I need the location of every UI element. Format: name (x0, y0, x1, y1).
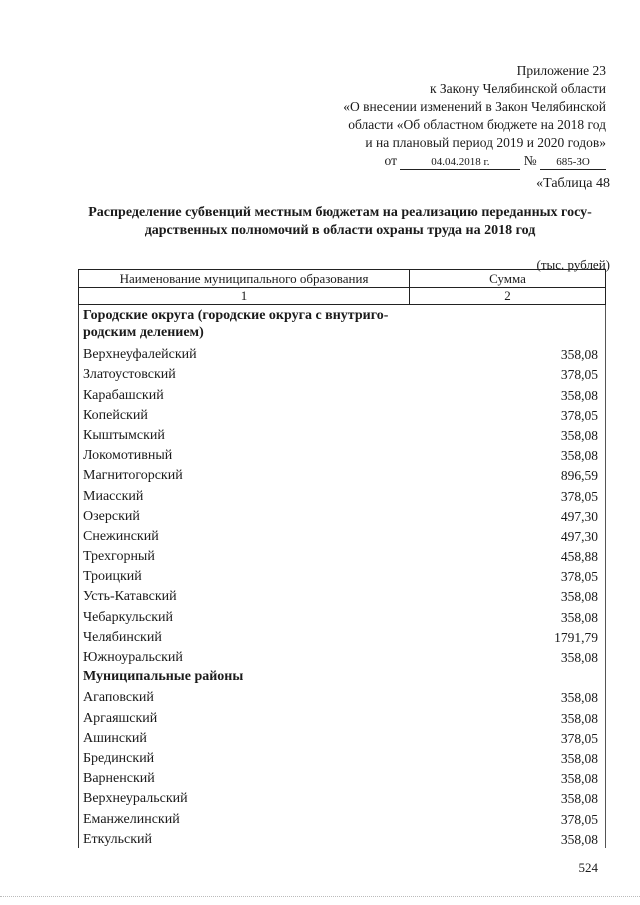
subvention-amount: 358,08 (560, 690, 598, 706)
municipality-name: Чебаркульский (83, 609, 174, 625)
table-row (79, 727, 606, 747)
table-row (79, 525, 606, 545)
municipality-name: Златоустовский (83, 367, 176, 383)
table-number: «Таблица 48 (536, 176, 610, 191)
law-reference-line: к Закону Челябинской области (429, 81, 606, 96)
subvention-amount: 378,05 (560, 569, 598, 585)
municipality-name: Еткульский (83, 831, 153, 847)
subvention-amount: 358,08 (560, 589, 598, 605)
table-row (79, 828, 606, 848)
subvention-amount: 358,08 (560, 771, 598, 787)
subvention-amount: 896,59 (560, 468, 598, 484)
table-row (79, 545, 606, 565)
subvention-amount: 358,08 (560, 650, 598, 665)
subvention-amount: 358,08 (560, 609, 598, 625)
table-row (79, 686, 606, 706)
municipality-name: Брединский (83, 750, 155, 766)
subvention-amount: 358,08 (560, 387, 598, 403)
page-bottom-edge (0, 896, 640, 897)
section-title: Городские округа (городские округа с внутриго-родским делением) (83, 308, 389, 340)
table-row (79, 605, 606, 625)
municipality-name: Ашинский (83, 730, 147, 746)
table-row (79, 807, 606, 827)
page-number: 524 (578, 860, 598, 875)
municipality-name: Троицкий (83, 569, 142, 585)
subvention-amount: 358,08 (560, 347, 598, 363)
table-row (79, 767, 606, 787)
subvention-amount: 358,08 (560, 791, 598, 807)
table-row (79, 626, 606, 646)
table-header-row (78, 269, 606, 288)
column-header-name: Наименование муниципального образования (79, 270, 410, 287)
table-row (79, 747, 606, 767)
municipality-name: Озерский (83, 508, 140, 524)
document-title: Распределение субвенций местным бюджетам на реализацию переданных госу-дарственных полномочий в области охраны труда на 2018 год (88, 205, 592, 238)
municipality-name: Усть-Катавский (83, 589, 177, 605)
table-body (78, 305, 606, 848)
column-number-1: 1 (79, 288, 410, 304)
municipality-name: Аргаяшский (83, 710, 158, 726)
subvention-amount: 378,05 (560, 811, 598, 827)
municipality-name: Миасский (83, 488, 144, 504)
subvention-amount: 358,08 (560, 448, 598, 464)
date-label: от (384, 153, 397, 168)
municipality-name: Трехгорный (83, 549, 155, 565)
table-row (79, 706, 606, 726)
municipality-name: Агаповский (83, 690, 154, 706)
table-row (79, 484, 606, 504)
table-row (79, 464, 606, 484)
subvention-amount: 358,08 (560, 427, 598, 443)
subvention-amount: 378,05 (560, 407, 598, 423)
municipality-name: Снежинский (83, 528, 159, 544)
table-row (79, 404, 606, 424)
table-row (79, 343, 606, 363)
table-row (79, 505, 606, 525)
column-header-sum: Сумма (489, 270, 526, 286)
subvention-amount: 378,05 (560, 367, 598, 383)
table-row (79, 444, 606, 464)
municipality-name: Кыштымский (83, 427, 165, 443)
municipality-name: Варненский (83, 771, 155, 787)
municipality-name: Копейский (83, 407, 148, 423)
subvention-amount: 358,08 (560, 710, 598, 726)
appendix-header (343, 62, 606, 170)
subvention-amount: 378,05 (560, 488, 598, 504)
subvention-amount: 497,30 (560, 508, 598, 524)
law-signature-line (343, 152, 606, 170)
municipality-name: Карабашский (83, 387, 164, 403)
table-column-numbers-row (78, 288, 606, 305)
table-row (79, 646, 606, 666)
municipality-name: Южноуральский (83, 650, 183, 665)
table-row (79, 585, 606, 605)
column-number-2: 2 (504, 288, 511, 303)
subvention-table (78, 269, 606, 848)
municipality-name: Еманжелинский (83, 811, 180, 827)
law-title-line: области «Об областном бюджете на 2018 год (348, 117, 606, 132)
municipality-name: Верхнеуральский (83, 791, 188, 807)
table-section-row (79, 305, 606, 343)
number-label: № (523, 153, 537, 168)
subvention-amount: 1791,79 (554, 629, 598, 645)
table-section-row (79, 666, 606, 686)
law-number: 685-ЗО (540, 155, 606, 170)
law-title-line: и на плановый период 2019 и 2020 годов» (365, 135, 606, 150)
law-title-line: «О внесении изменений в Закон Челябинской (343, 99, 606, 114)
table-row (79, 424, 606, 444)
table-row (79, 383, 606, 403)
table-row (79, 565, 606, 585)
municipality-name: Челябинский (83, 629, 162, 645)
municipality-name: Верхнеуфалейский (83, 347, 197, 363)
table-row (79, 787, 606, 807)
appendix-line: Приложение 23 (516, 63, 606, 78)
table-row (79, 363, 606, 383)
table-right-border (605, 305, 606, 848)
subvention-amount: 358,08 (560, 750, 598, 766)
section-title: Муниципальные районы (83, 669, 244, 684)
subvention-amount: 497,30 (560, 528, 598, 544)
subvention-amount: 458,88 (560, 549, 598, 565)
municipality-name: Локомотивный (83, 448, 173, 464)
subvention-amount: 358,08 (560, 831, 598, 847)
units-label: (тыс. рублей) (536, 257, 610, 272)
municipality-name: Магнитогорский (83, 468, 183, 484)
subvention-amount: 378,05 (560, 730, 598, 746)
law-date: 04.04.2018 г. (400, 155, 520, 170)
